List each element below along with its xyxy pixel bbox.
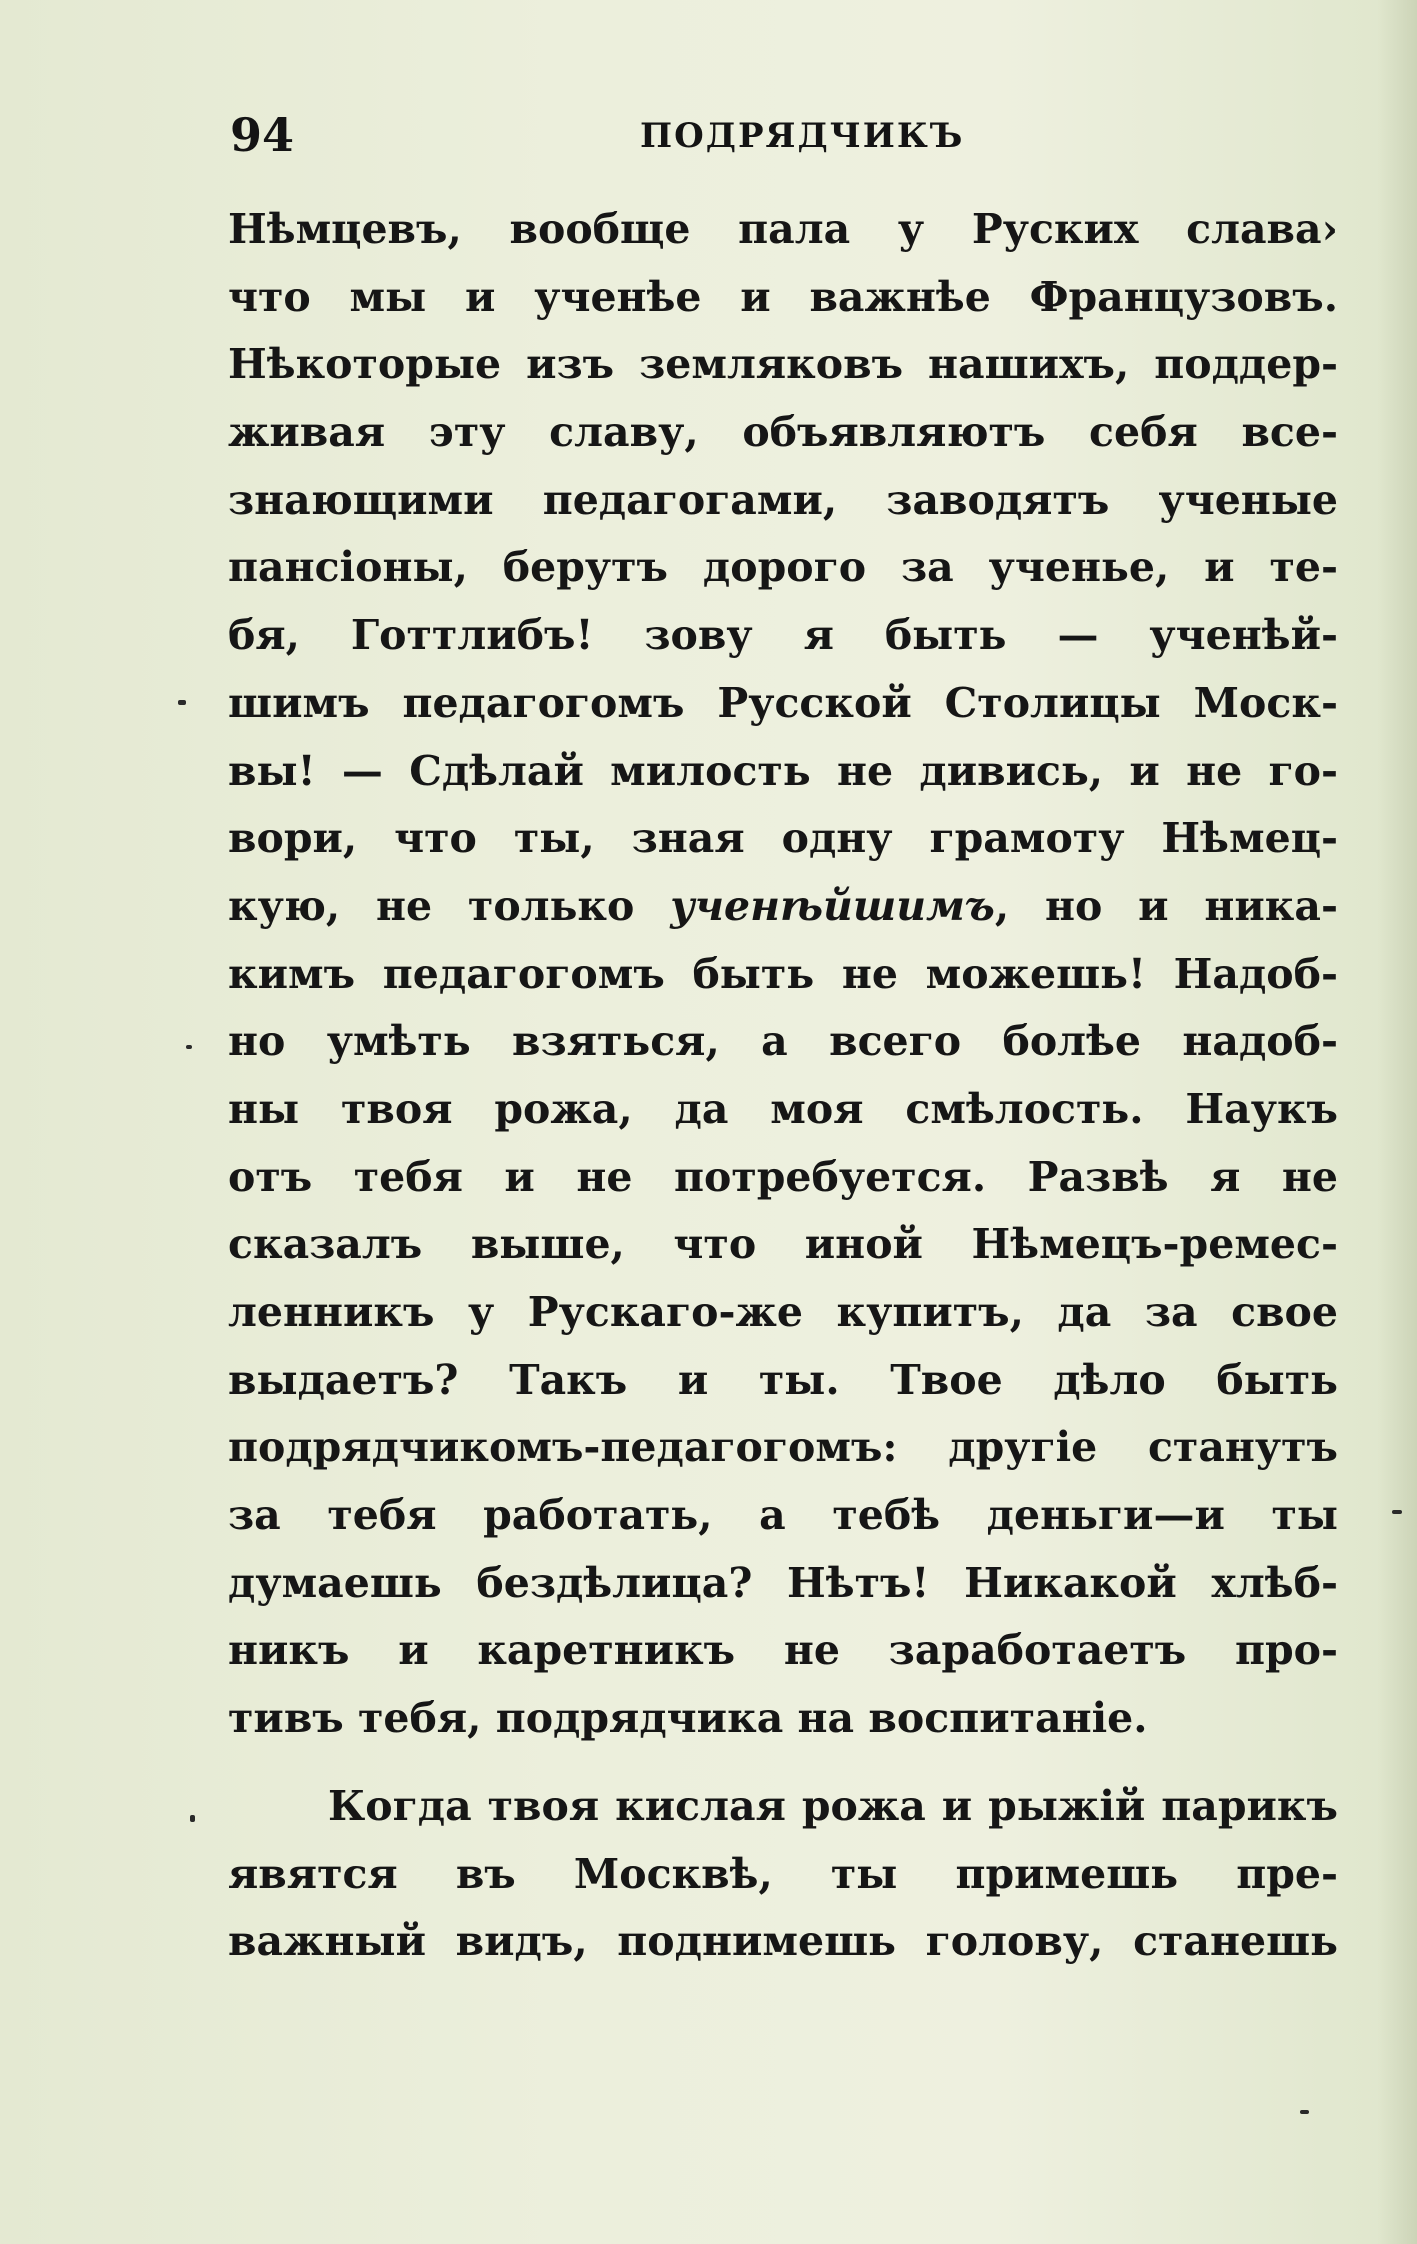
- text-line: выдаетъ? Такъ и ты. Твое дѣло быть: [228, 1355, 1338, 1404]
- text-line: ленникъ у Рускаго-же купитъ, да за свое: [228, 1288, 1338, 1336]
- text-line: отъ тебя и не потребуется. Развѣ я не: [228, 1152, 1338, 1201]
- text-line: думаешь бездѣлица? Нѣтъ! Никакой хлѣб-: [228, 1558, 1338, 1607]
- print-speck: [190, 1815, 195, 1822]
- text-line: живая эту славу, объявляютъ себя все-: [228, 408, 1338, 457]
- text-line: бя, Готтлибъ! зову я быть — ученѣй-: [228, 611, 1338, 660]
- text-line: пансіоны, берутъ дорого за ученье, и те-: [228, 543, 1338, 592]
- text-line: Нѣкоторые изъ земляковъ нашихъ, поддер-: [228, 340, 1338, 389]
- page-header: [230, 108, 1335, 178]
- print-speck: [1300, 2110, 1309, 2114]
- text-line: Когда твоя кислая рожа и рыжій парикъ: [328, 1781, 1338, 1830]
- text-line: Нѣмцевъ, вообще пала у Руских слава›: [228, 205, 1338, 253]
- text-line: важный видъ, поднимешь голову, станешь: [228, 1917, 1338, 1966]
- text-line: явятся въ Москвѣ, ты примешь пре-: [228, 1849, 1338, 1898]
- print-speck: [178, 700, 186, 705]
- paragraph-gap: [228, 1753, 1338, 1773]
- text-line: но умѣть взяться, а всего болѣе надоб-: [228, 1017, 1338, 1066]
- print-speck: [1392, 1510, 1402, 1514]
- text-line: шимъ педагогомъ Русской Столицы Моск-: [228, 678, 1338, 727]
- text-line: что мы и ученѣе и важнѣе Французовъ.: [228, 272, 1338, 321]
- text-line: ны твоя рожа, да моя смѣлость. Наукъ: [228, 1084, 1338, 1133]
- text-line: за тебя работать, а тебѣ деньги—и ты: [228, 1491, 1338, 1540]
- line-segment: , но и ника-: [994, 881, 1338, 930]
- text-line: сказалъ выше, что иной Нѣмецъ-ремес-: [228, 1220, 1338, 1269]
- running-head: ПОДРЯДЧИКЪ: [640, 116, 965, 156]
- text-line: вы! — Сдѣлай милость не дивись, и не го-: [228, 746, 1338, 795]
- text-line: вори, что ты, зная одну грамоту Нѣмец-: [228, 814, 1338, 863]
- page-number: 94: [230, 108, 295, 162]
- page-edge-shadow: [1377, 0, 1417, 2244]
- body-text: [228, 196, 1338, 1976]
- text-line: знающими педагогами, заводятъ ученые: [228, 475, 1338, 524]
- italic-word: ученѣйшимъ: [670, 881, 995, 930]
- print-speck: [186, 1045, 192, 1049]
- text-line: тивъ тебя, подрядчика на воспитаніе.: [228, 1694, 1148, 1743]
- text-line-with-italic: [228, 873, 1338, 941]
- text-line: никъ и каретникъ не заработаетъ про-: [228, 1626, 1338, 1675]
- line-segment: кую, не только: [228, 881, 671, 930]
- text-line: подрядчикомъ-педагогомъ: другіе станутъ: [228, 1423, 1338, 1472]
- text-line: кимъ педагогомъ быть не можешь! Надоб-: [228, 949, 1338, 998]
